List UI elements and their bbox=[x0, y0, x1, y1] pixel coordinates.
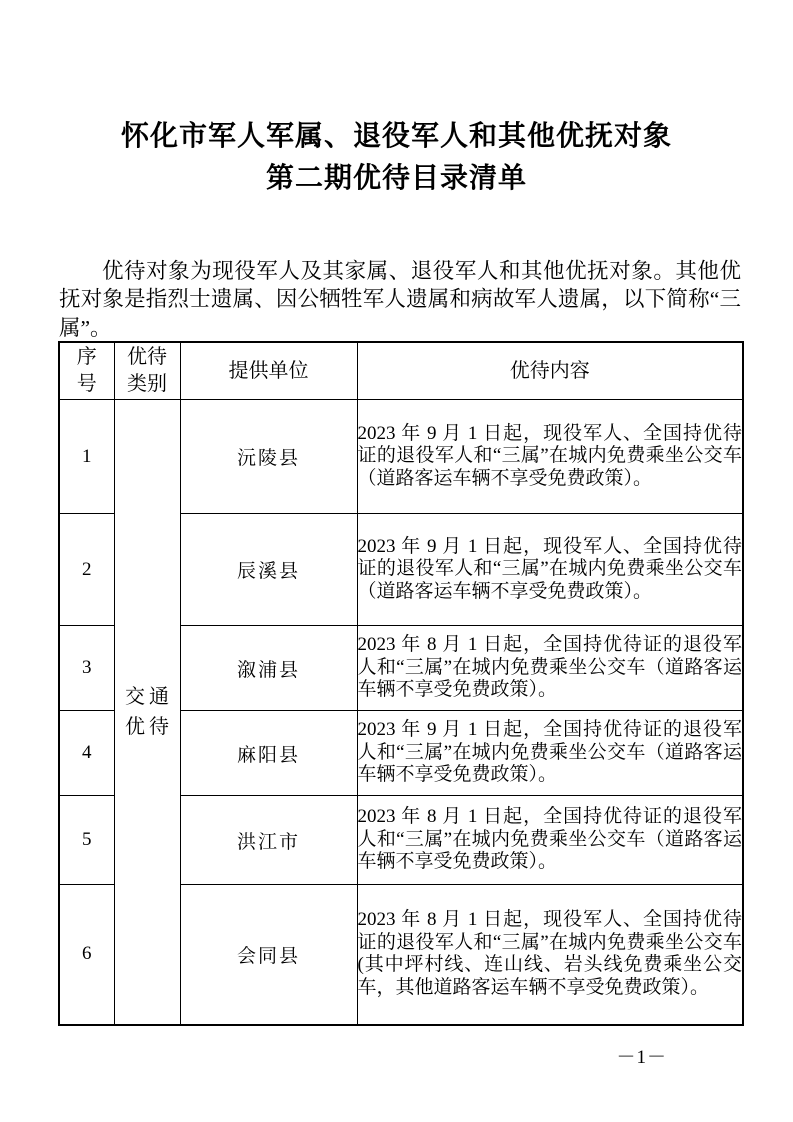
document-title bbox=[0, 116, 793, 200]
unit-cell: 沅陵县 bbox=[180, 400, 357, 514]
header-benefit-content: 优待内容 bbox=[357, 342, 743, 400]
unit-cell: 会同县 bbox=[180, 885, 357, 1025]
table-header-row bbox=[59, 342, 743, 400]
content-cell: 2023 年 9 月 1 日起，现役军人、全国持优待证的退役军人和“三属”在城内免费乘坐公交车（道路客运车辆不享受免费政策）。 bbox=[357, 514, 743, 626]
page-number: －1－ bbox=[616, 1047, 667, 1068]
table-row bbox=[59, 400, 743, 514]
document-title-line1: 怀化市军人军属、退役军人和其他优抚对象 bbox=[120, 121, 672, 152]
row-number: 2 bbox=[59, 514, 114, 626]
content-cell: 2023 年 8 月 1 日起，全国持优待证的退役军人和“三属”在城内免费乘坐公交车（道路客运车辆不享受免费政策）。 bbox=[357, 626, 743, 711]
content-cell: 2023 年 9 月 1 日起，现役军人、全国持优待证的退役军人和“三属”在城内免费乘坐公交车（道路客运车辆不享受免费政策）。 bbox=[357, 400, 743, 514]
header-serial-number: 序号 bbox=[59, 342, 114, 400]
intro-paragraph: 优待对象为现役军人及其家属、退役军人和其他优抚对象。其他优抚对象是指烈士遗属、因公牺牲军人遗属和病故军人遗属，以下简称“三属”。 bbox=[59, 258, 741, 340]
row-number: 6 bbox=[59, 885, 114, 1025]
benefits-table bbox=[58, 341, 744, 1026]
content-cell: 2023 年 8 月 1 日起，现役军人、全国持优待证的退役军人和“三属”在城内免费乘坐公交车(其中坪村线、连山线、岩头线免费乘坐公交车，其他道路客运车辆不享受免费政策）。 bbox=[357, 885, 743, 1025]
content-cell: 2023 年 8 月 1 日起，全国持优待证的退役军人和“三属”在城内免费乘坐公交车（道路客运车辆不享受免费政策）。 bbox=[357, 796, 743, 885]
row-number: 1 bbox=[59, 400, 114, 514]
unit-cell: 辰溪县 bbox=[180, 514, 357, 626]
unit-cell: 溆浦县 bbox=[180, 626, 357, 711]
row-number: 4 bbox=[59, 711, 114, 796]
content-cell: 2023 年 9 月 1 日起，全国持优待证的退役军人和“三属”在城内免费乘坐公交车（道路客运车辆不享受免费政策）。 bbox=[357, 711, 743, 796]
document-title-line2: 第二期优待目录清单 bbox=[265, 163, 527, 194]
unit-cell: 洪江市 bbox=[180, 796, 357, 885]
row-number: 5 bbox=[59, 796, 114, 885]
header-providing-unit: 提供单位 bbox=[180, 342, 357, 400]
row-number: 3 bbox=[59, 626, 114, 711]
category-cell bbox=[114, 400, 180, 1025]
unit-cell: 麻阳县 bbox=[180, 711, 357, 796]
header-benefit-category: 优待类别 bbox=[114, 342, 180, 400]
category-label: 交通优待 bbox=[125, 685, 169, 738]
